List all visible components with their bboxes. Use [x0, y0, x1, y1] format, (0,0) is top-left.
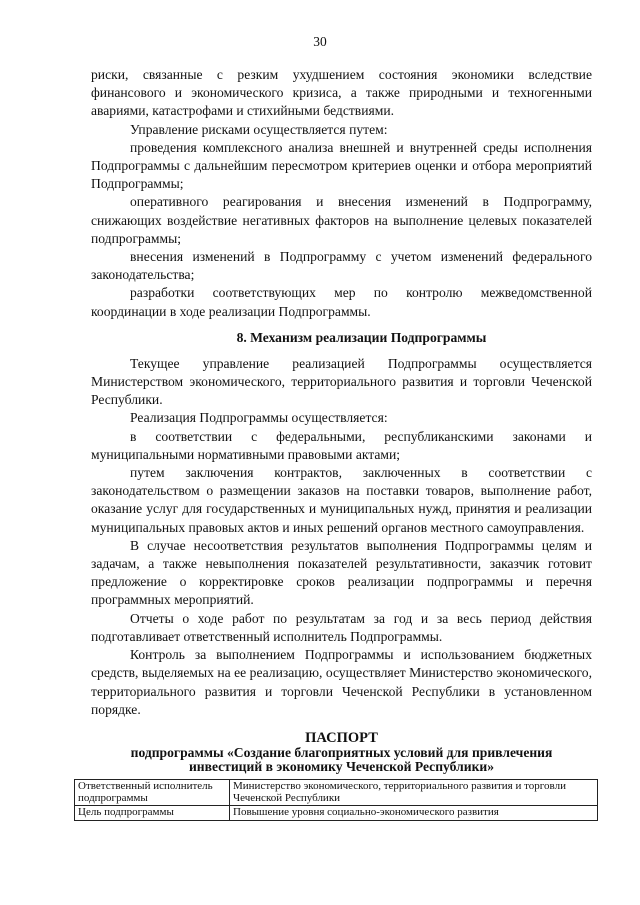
table-row: [75, 806, 598, 821]
paragraph: проведения комплексного анализа внешней и внутренней среды исполнения Подпрограммы с дальнейшим пересмотром критериев оценки и отбора мероприятий Подпрограммы;: [91, 139, 592, 192]
table-cell-value: Министерство экономического, территориального развития и торговли Чеченской Республики: [230, 780, 598, 806]
paragraph: Контроль за выполнением Подпрограммы и использованием бюджетных средств, выделяемых на ее реализацию, осуществляет Министерство экономического, территориального развития и торговли Чеченской Республики в установленном порядке.: [91, 647, 592, 717]
paragraph: В случае несоответствия результатов выполнения Подпрограммы целям и задачам, а также невыполнения показателей результативности, заказчик готовит предложение о корректировке сроков реализации подпрограммы и перечня программных мероприятий.: [91, 537, 592, 608]
paragraph: риски, связанные с резким ухудшением состояния экономики вследствие финансового и экономического кризиса, а также природными и техногенными авариями, катастрофами и стихийными бедствиями.: [91, 67, 592, 119]
paragraph: Управление рисками осуществляется путем:: [130, 121, 388, 137]
page-number: 30: [313, 34, 327, 49]
table-cell-label: Ответственный исполнитель подпрограммы: [75, 780, 230, 806]
paragraph: путем заключения контрактов, заключенных в соответствии с законодательством о размещении заказов на поставки товаров, выполнение работ, оказание услуг для государственных и муниципальных нужд, принятия и реализации муниципальных правовых актов и иных решений органов местного самоуправления.: [91, 465, 592, 535]
paragraph: разработки соответствующих мер по контролю межведомственной координации в ходе реализации Подпрограммы.: [91, 285, 592, 319]
table-cell-value: Повышение уровня социально-экономического развития: [230, 806, 598, 821]
paragraph: Текущее управление реализацией Подпрограммы осуществляется Министерством экономического, территориального развития и торговли Чеченской Республики.: [91, 355, 592, 408]
passport-subtitle: инвестиций в экономику Чеченской Республики»: [188, 758, 495, 774]
passport-subtitle: подпрограммы «Создание благоприятных условий для привлечения: [130, 744, 553, 760]
passport-table: [74, 779, 598, 821]
paragraph: Реализация Подпрограммы осуществляется:: [130, 410, 388, 426]
paragraph: в соответствии с федеральными, республиканскими законами и муниципальными нормативными правовыми актами;: [91, 428, 592, 462]
passport-title: ПАСПОРТ: [305, 729, 378, 746]
paragraph: оперативного реагирования и внесения изменений в Подпрограмму, снижающих воздействие негативных факторов на выполнение целевых показателей подпрограммы;: [91, 194, 592, 246]
document-body: [91, 66, 592, 774]
table-row: [75, 780, 598, 806]
section-heading: 8. Механизм реализации Подпрограммы: [236, 329, 487, 345]
table-cell-label: Цель подпрограммы: [75, 806, 230, 821]
paragraph: внесения изменений в Подпрограмму с учетом изменений федерального законодательства;: [91, 249, 592, 283]
paragraph: Отчеты о ходе работ по результатам за год и за весь период действия подготавливает ответственный исполнитель Подпрограммы.: [91, 610, 592, 644]
